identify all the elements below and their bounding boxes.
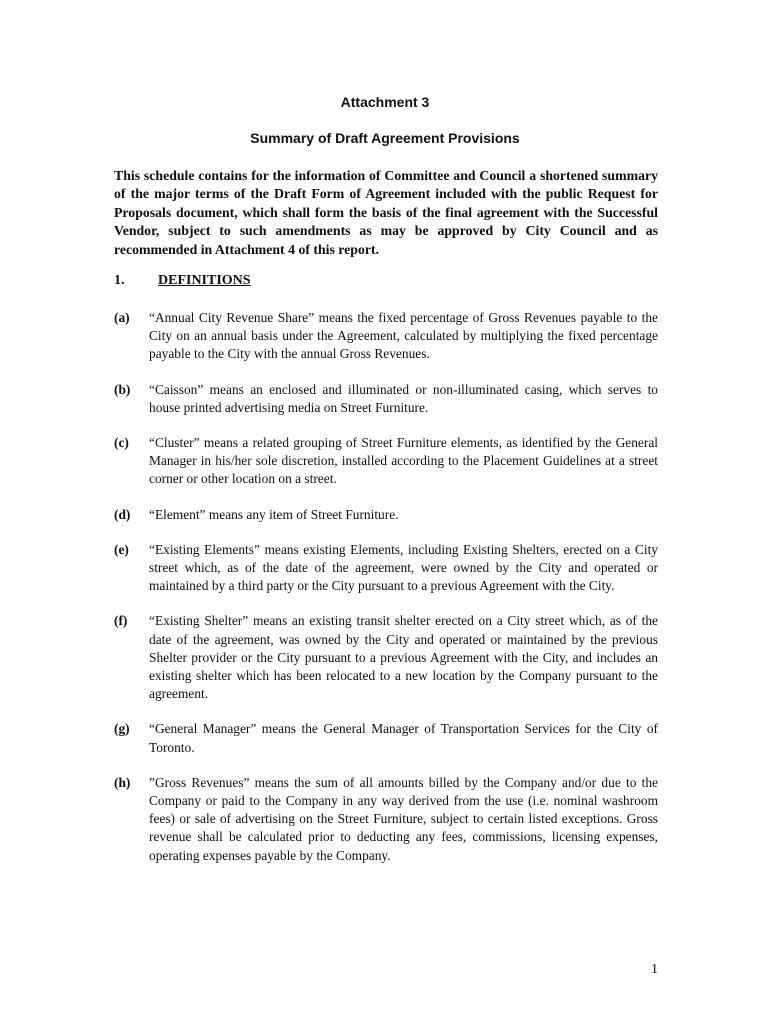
definition-item bbox=[114, 506, 658, 524]
definition-text: “Annual City Revenue Share” means the fixed percentage of Gross Revenues payable to the City on an annual basis under the Agreement, calculated by multiplying the fixed percentage payable to the City with the annual Gross Revenues. bbox=[149, 310, 658, 362]
definition-text: “Cluster” means a related grouping of Street Furniture elements, as identified by the General Manager in his/her sole discretion, installed according to the Placement Guidelines at a street corner or other location on a street. bbox=[149, 435, 658, 487]
definition-label: (b) bbox=[114, 381, 131, 397]
definition-item bbox=[114, 720, 658, 756]
definition-text: “Existing Shelter” means an existing transit shelter erected on a City street which, as of the date of the agreement, was owned by the City and operated or maintained by the previous Shelter provider or the City pursuant to a previous Agreement with the City, and includes an existing shelter which has been relocated to a new location by the Company pursuant to the agreement. bbox=[149, 613, 658, 702]
definition-label: (c) bbox=[114, 435, 129, 451]
definition-item bbox=[114, 541, 658, 596]
definition-text: “Caisson” means an enclosed and illuminated or non-illuminated casing, which serves to house printed advertising media on Street Furniture. bbox=[149, 381, 658, 415]
definition-label: (g) bbox=[114, 721, 130, 737]
definition-text: “Element” means any item of Street Furniture. bbox=[149, 506, 399, 522]
definition-label: (f) bbox=[114, 613, 128, 629]
intro-paragraph: This schedule contains for the information of Committee and Council a shortened summary of the major terms of the Draft Form of Agreement included with the public Request for Proposals document, which shall form the basis of the final agreement with the Successful Vendor, subject to such amendments as may be approved by City Council and as recommended in Attachment 4 of this report. bbox=[114, 168, 658, 257]
definition-label: (h) bbox=[114, 774, 131, 790]
definitions-list bbox=[114, 309, 658, 882]
definition-item bbox=[114, 309, 658, 364]
summary-title: Summary of Draft Agreement Provisions bbox=[250, 130, 520, 146]
definition-label: (e) bbox=[114, 541, 129, 557]
definition-label: (a) bbox=[114, 310, 130, 325]
definition-item bbox=[114, 612, 658, 703]
section-heading bbox=[114, 273, 658, 289]
definition-item bbox=[114, 381, 658, 417]
attachment-title: Attachment 3 bbox=[340, 94, 430, 110]
definition-text: “General Manager” means the General Manager of Transportation Services for the City of Toronto. bbox=[149, 721, 658, 755]
definition-item bbox=[114, 434, 658, 489]
section-title: DEFINITIONS bbox=[158, 273, 251, 288]
definition-item bbox=[114, 774, 658, 865]
definition-text: “Existing Elements” means existing Elements, including Existing Shelters, erected on a City street which, as of the date of the agreement, were owned by the City and operated or maintained by a third party or the City pursuant to a previous Agreement with the City. bbox=[149, 541, 658, 594]
definition-text: ”Gross Revenues” means the sum of all amounts billed by the Company and/or due to the Company or paid to the Company in any way derived from the use (i.e. nominal washroom fees) or sale of advertising on the Street Furniture, subject to certain listed exceptions. Gross revenue shall be calculated prior to deducting any fees, commissions, licensing expenses, operating expenses payable by the Company. bbox=[149, 774, 658, 863]
page-number: 1 bbox=[651, 962, 658, 977]
section-number: 1. bbox=[114, 273, 125, 288]
definition-label: (d) bbox=[114, 506, 131, 522]
